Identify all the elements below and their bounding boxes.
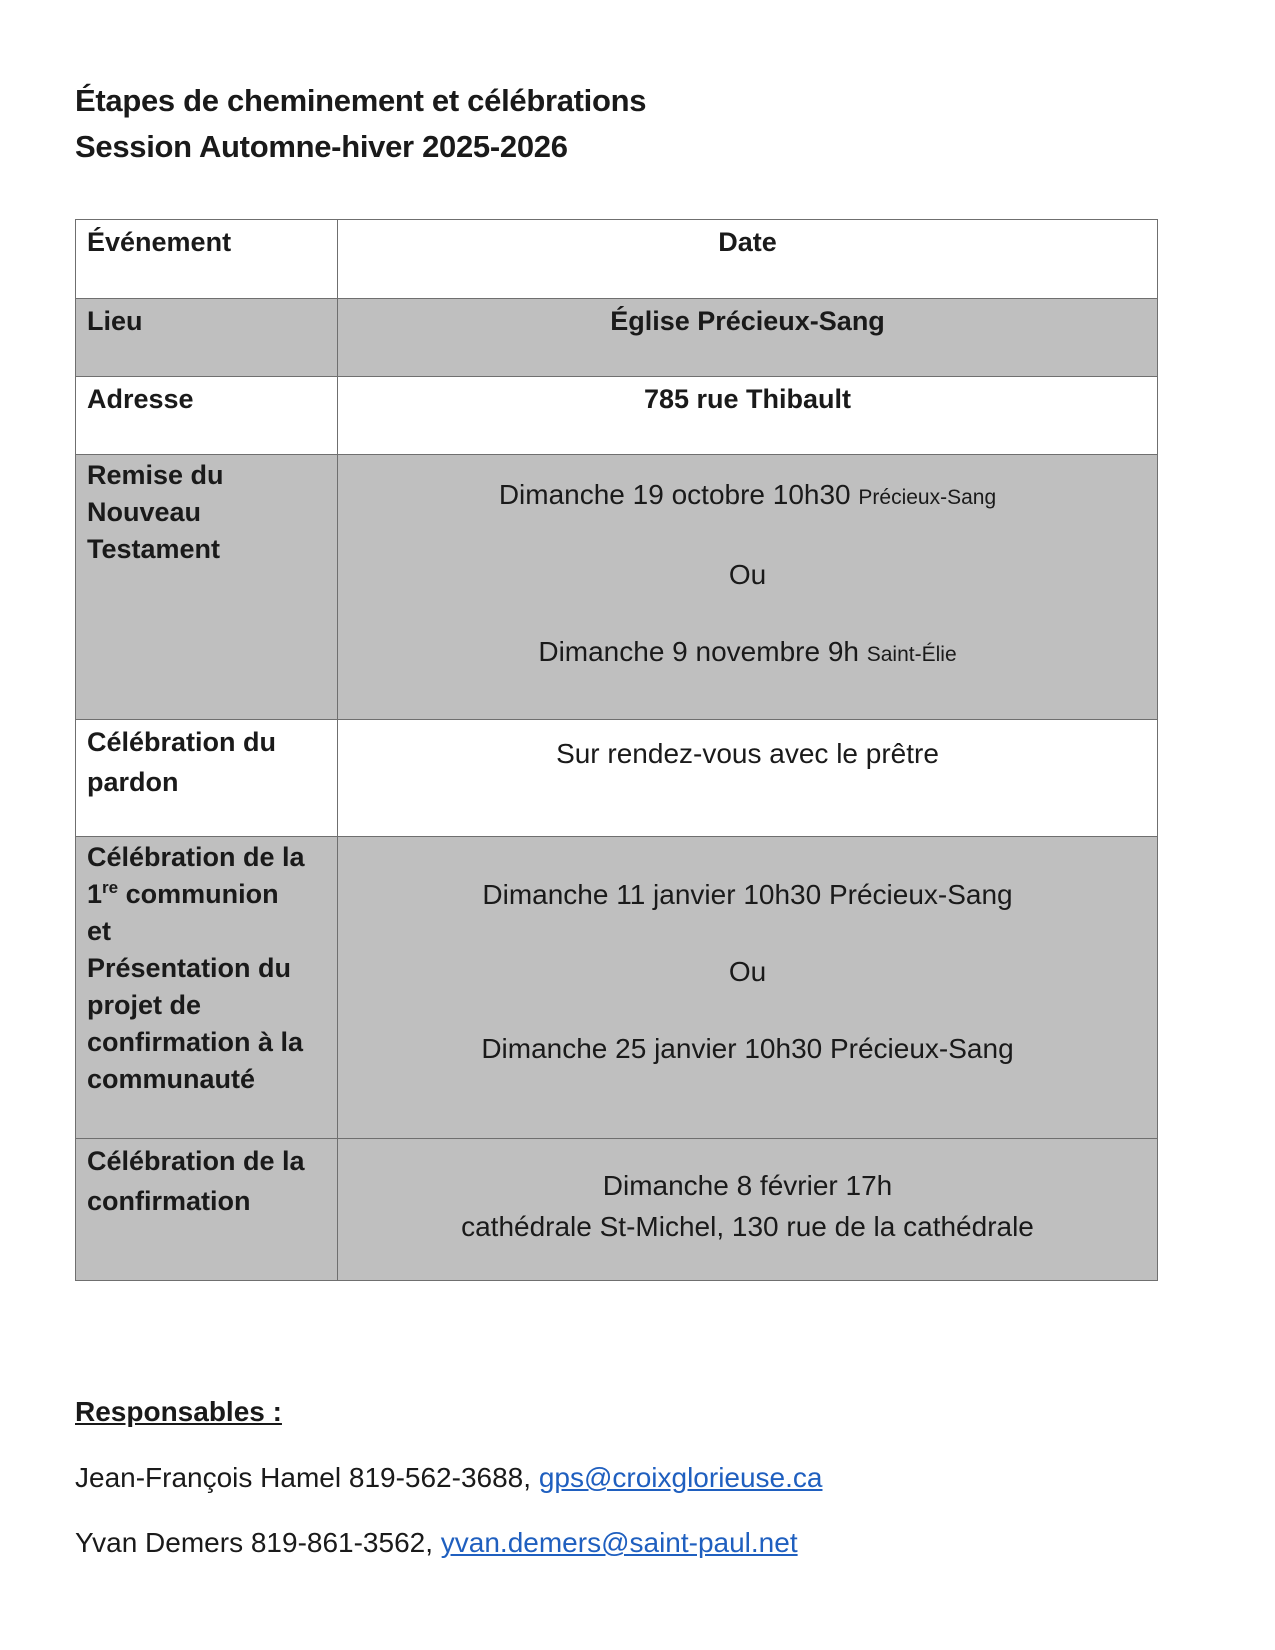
confirmation-label-line: confirmation (87, 1186, 251, 1216)
contact-line (75, 1523, 798, 1563)
row-adresse (76, 377, 1158, 455)
communion-option-1: Dimanche 11 janvier 10h30 Précieux-Sang (482, 879, 1013, 910)
confirmation-value (338, 1139, 1158, 1281)
pardon-label-line: pardon (87, 767, 179, 797)
pardon-value (338, 720, 1158, 837)
communion-label-line: Présentation du (87, 953, 292, 983)
communion-label-line: confirmation à la (87, 1027, 304, 1057)
confirmation-line-2: cathédrale St-Michel, 130 rue de la cathédrale (461, 1211, 1034, 1242)
remise-or: Ou (728, 559, 767, 590)
communion-label-line: communauté (87, 1064, 256, 1094)
contact-email-link[interactable]: gps@croixglorieuse.ca (538, 1462, 823, 1493)
header-event: Événement (76, 220, 338, 299)
row-lieu (76, 299, 1158, 377)
row-remise (76, 455, 1158, 720)
remise-label-line: Testament (87, 534, 221, 564)
communion-label-line: projet de (87, 990, 202, 1020)
adresse-label: Adresse (76, 377, 338, 455)
lieu-value: Église Précieux-Sang (338, 299, 1158, 377)
contact-email-link[interactable]: yvan.demers@saint-paul.net (440, 1527, 798, 1558)
lieu-label: Lieu (76, 299, 338, 377)
contact-name-phone: Jean-François Hamel 819-562-3688, (75, 1462, 539, 1493)
communion-or: Ou (728, 956, 767, 987)
contact-line (75, 1458, 822, 1498)
communion-option-2: Dimanche 25 janvier 10h30 Précieux-Sang (481, 1033, 1014, 1064)
communion-label-line: et (87, 916, 112, 946)
remise-label-line: Remise du (87, 460, 224, 490)
remise-label (76, 455, 338, 720)
row-pardon (76, 720, 1158, 837)
pardon-value-text: Sur rendez-vous avec le prêtre (556, 738, 939, 769)
header-date: Date (338, 220, 1158, 299)
schedule-table (75, 219, 1158, 1281)
row-confirmation (76, 1139, 1158, 1281)
remise-option-1-date: Dimanche 19 octobre 10h30 (498, 479, 851, 510)
pardon-label-line: Célébration du (87, 727, 277, 757)
title-line-2: Session Automne-hiver 2025-2026 (75, 129, 568, 164)
confirmation-label-line: Célébration de la (87, 1146, 305, 1176)
adresse-value: 785 rue Thibault (338, 377, 1158, 455)
remise-option-2-date: Dimanche 9 novembre 9h (538, 636, 859, 667)
remise-option-2-place: Saint-Élie (866, 643, 957, 666)
responsables-section (75, 1392, 1175, 1558)
pardon-label (76, 720, 338, 837)
confirmation-line-1: Dimanche 8 février 17h (602, 1170, 893, 1201)
confirmation-label (76, 1139, 338, 1281)
remise-option-1 (338, 455, 1157, 518)
remise-value (338, 455, 1158, 720)
title-line-1: Étapes de cheminement et célébrations (75, 83, 647, 118)
responsables-title: Responsables : (75, 1396, 282, 1427)
remise-option-2 (338, 632, 1157, 675)
communion-value (338, 837, 1158, 1139)
communion-label (76, 837, 338, 1139)
row-communion (76, 837, 1158, 1139)
contact-name-phone: Yvan Demers 819-861-3562, (75, 1527, 441, 1558)
remise-option-1-place: Précieux-Sang (858, 486, 997, 509)
document-title (75, 78, 1175, 170)
communion-ordinal-sup: re (102, 878, 119, 897)
communion-ordinal: 1 (87, 879, 103, 909)
communion-label-line-ordinal (87, 876, 327, 913)
communion-word: communion (118, 879, 279, 909)
communion-label-line: Célébration de la (87, 842, 305, 872)
header-row (76, 220, 1158, 299)
remise-label-line: Nouveau (87, 497, 202, 527)
